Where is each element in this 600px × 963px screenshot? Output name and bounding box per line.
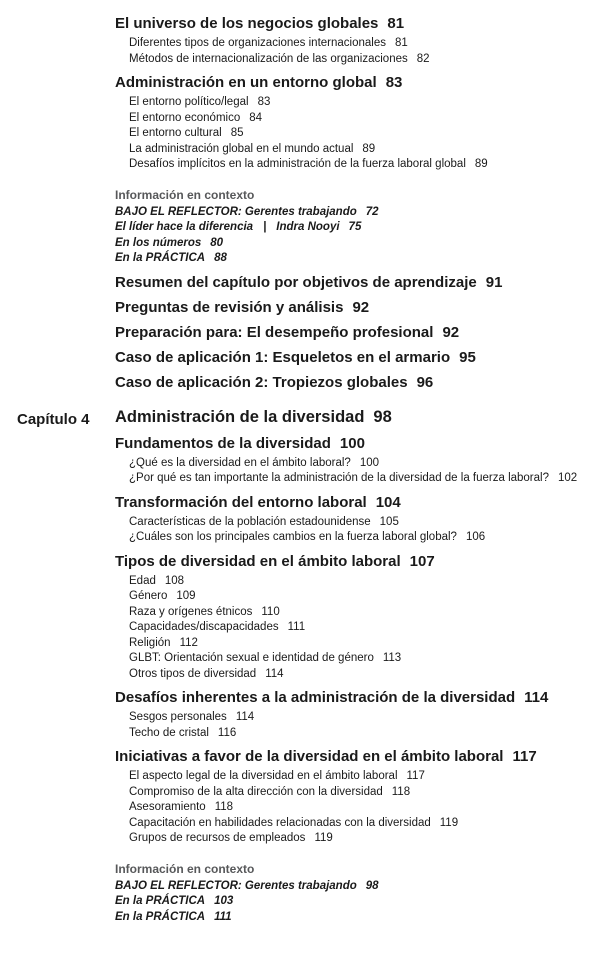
toc-row — [115, 574, 594, 590]
toc-row — [115, 126, 594, 142]
page-number: 98 — [373, 407, 392, 426]
toc-row — [115, 667, 594, 683]
toc-entry-title: Capacitación en habilidades relacionadas con la diversidad — [129, 816, 431, 829]
toc-entry-title: Información en contexto — [115, 187, 255, 202]
chapter-number-label: Capítulo 4 — [17, 410, 90, 428]
toc-entry-title: Desafíos implícitos en la administración de la fuerza laboral global — [129, 158, 466, 170]
toc-row — [115, 800, 594, 816]
toc-row — [115, 748, 594, 766]
toc-row — [115, 111, 594, 127]
toc-row — [115, 349, 594, 367]
page-number: 98 — [365, 879, 379, 892]
toc-row — [115, 374, 594, 392]
toc-entry-title: En la PRÁCTICA — [115, 895, 206, 907]
toc-entry-subtitle: Indra Nooyi — [276, 221, 340, 233]
toc-entry-title: Diferentes tipos de organizaciones internacionales — [129, 37, 386, 49]
toc-entry-title: Tipos de diversidad en el ámbito laboral — [115, 552, 401, 570]
toc-row — [115, 589, 594, 605]
page-number: 100 — [339, 434, 365, 452]
toc-row — [115, 710, 594, 726]
toc-row — [115, 530, 594, 546]
toc-entry-title: Caso de aplicación 2: Tropiezos globales — [115, 373, 408, 391]
toc-row — [115, 894, 594, 910]
page-number: 75 — [348, 221, 362, 233]
toc-entry-title: Preguntas de revisión y análisis — [115, 298, 344, 316]
toc-entry-title: Raza y orígenes étnicos — [129, 605, 253, 618]
page-number: 108 — [164, 574, 185, 587]
toc-entry-title: BAJO EL REFLECTOR: Gerentes trabajando — [115, 879, 357, 892]
toc-entry-title: En la PRÁCTICA — [115, 910, 206, 923]
toc-entry-title: Iniciativas a favor de la diversidad en el ámbito laboral — [115, 748, 504, 765]
toc-row — [115, 515, 594, 531]
page-number: 104 — [375, 493, 401, 511]
page-number: 89 — [362, 142, 376, 155]
toc-entry-title: Desafíos inherentes a la administración de la diversidad — [115, 689, 516, 706]
toc-row — [115, 910, 594, 926]
toc-entry-title: En los números — [115, 236, 202, 249]
page-number: 117 — [512, 748, 537, 765]
page-number: 110 — [261, 605, 280, 618]
toc-row — [115, 605, 594, 621]
toc-entry-title: La administración global en el mundo actual — [129, 142, 354, 155]
toc-row — [115, 831, 594, 847]
toc-entry-title: ¿Cuáles son los principales cambios en la fuerza laboral global? — [129, 531, 457, 543]
page-number: 102 — [558, 472, 578, 484]
page-number: 96 — [416, 373, 434, 391]
page-number: 100 — [359, 456, 380, 469]
toc-entry-title: Administración en un entorno global — [115, 74, 377, 91]
toc-row — [115, 52, 594, 68]
toc-row — [115, 636, 594, 652]
page-number: 117 — [406, 770, 425, 782]
toc-row — [115, 435, 594, 453]
toc-row — [115, 324, 594, 342]
page-number: 89 — [474, 158, 488, 170]
toc-entry-title: Techo de cristal — [129, 726, 209, 739]
page-number: 111 — [287, 621, 306, 633]
toc-row — [115, 95, 594, 111]
toc-entry-title: Administración de la diversidad — [115, 407, 365, 426]
page-number: 85 — [230, 127, 244, 139]
toc-entry-title: El aspecto legal de la diversidad en el ámbito laboral — [129, 770, 398, 782]
toc-row — [115, 651, 594, 667]
toc-row — [115, 471, 594, 487]
toc-entry-title: BAJO EL REFLECTOR: Gerentes trabajando — [115, 205, 357, 218]
toc-row — [115, 689, 594, 707]
page-number: 83 — [385, 74, 403, 91]
toc-row — [115, 494, 594, 512]
toc-row — [115, 187, 594, 203]
page-number: 88 — [214, 252, 227, 264]
toc-row — [115, 769, 594, 785]
page-number: 119 — [314, 832, 333, 844]
toc-row — [115, 879, 594, 895]
separator-bar: | — [263, 221, 267, 233]
toc-row — [115, 220, 594, 236]
toc-row — [115, 274, 594, 292]
toc-row — [115, 157, 594, 173]
page-number: 80 — [210, 236, 224, 249]
toc-row — [115, 142, 594, 158]
toc-row — [115, 251, 594, 267]
page-number: 112 — [179, 636, 198, 649]
page-number: 114 — [265, 667, 284, 680]
toc-entry-title: El entorno económico — [129, 111, 241, 124]
toc-entry-title: Métodos de internacionalización de las organizaciones — [129, 52, 408, 65]
page-number: 82 — [416, 52, 430, 65]
toc-row — [115, 456, 594, 472]
toc-row — [115, 74, 594, 92]
toc-entry-title: Caso de aplicación 1: Esqueletos en el armario — [115, 348, 451, 366]
toc-entry-title: El universo de los negocios globales — [115, 15, 379, 32]
toc-entry-title: Otros tipos de diversidad — [129, 667, 257, 680]
toc-entry-title: Grupos de recursos de empleados — [129, 832, 306, 844]
toc-row — [115, 299, 594, 317]
toc-entry-title: Información en contexto — [115, 861, 255, 876]
page-number: 95 — [459, 348, 476, 366]
toc-entry-title: Sesgos personales — [129, 711, 227, 723]
toc-row — [115, 861, 594, 877]
page-number: 111 — [214, 910, 232, 923]
page-number: 81 — [395, 37, 408, 49]
toc-entry-title: Resumen del capítulo por objetivos de aprendizaje — [115, 273, 477, 291]
page-number: 92 — [352, 298, 370, 316]
toc-entry-title: Compromiso de la alta dirección con la diversidad — [129, 785, 383, 798]
toc-row — [115, 205, 594, 221]
page-number: 91 — [485, 273, 503, 291]
page-number: 103 — [214, 895, 234, 907]
page-number: 116 — [217, 726, 237, 739]
toc-row — [115, 236, 594, 252]
toc-entry-title: En la PRÁCTICA — [115, 252, 206, 264]
toc-entry-title: Religión — [129, 636, 171, 649]
page-number: 72 — [365, 205, 379, 218]
toc-entry-title: Asesoramiento — [129, 801, 206, 813]
toc-entry-title: El líder hace la diferencia — [115, 221, 254, 233]
page-number: 113 — [382, 652, 402, 664]
toc-entry-title: Características de la población estadounidense — [129, 515, 371, 528]
page-number: 119 — [439, 816, 459, 829]
toc-row — [115, 785, 594, 801]
toc-entry-title: El entorno político/legal — [129, 96, 249, 108]
toc-entry-title: El entorno cultural — [129, 127, 222, 139]
toc-entry-title: Edad — [129, 574, 156, 587]
page-number: 92 — [442, 323, 460, 341]
toc-entry-title: Transformación del entorno laboral — [115, 493, 367, 511]
toc-entry-title: Género — [129, 590, 168, 602]
toc-entry-title: ¿Qué es la diversidad en el ámbito laboral? — [129, 456, 351, 469]
page-number: 83 — [257, 96, 271, 108]
page-number: 118 — [391, 785, 411, 798]
toc-entry-title: ¿Por qué es tan importante la administración de la diversidad de la fuerza laboral? — [129, 472, 549, 484]
page-number: 107 — [409, 552, 435, 570]
toc-chapter-row — [17, 407, 594, 428]
page-number: 106 — [465, 531, 486, 543]
toc-entry-title: GLBT: Orientación sexual e identidad de género — [129, 652, 374, 664]
toc-entry-title: Capacidades/discapacidades — [129, 621, 279, 633]
toc-entry-title: Preparación para: El desempeño profesional — [115, 323, 434, 341]
page-number: 81 — [387, 15, 405, 32]
page-number: 84 — [249, 111, 263, 124]
page-number: 105 — [379, 515, 399, 528]
page-number: 118 — [214, 801, 234, 813]
toc-row — [115, 553, 594, 571]
page-number: 114 — [235, 711, 255, 723]
toc-row — [115, 15, 594, 33]
toc-row — [115, 816, 594, 832]
toc-row — [115, 36, 594, 52]
page-number: 114 — [524, 689, 549, 706]
page-number: 109 — [176, 590, 196, 602]
toc-entry-title: Fundamentos de la diversidad — [115, 434, 331, 452]
toc-row — [115, 726, 594, 742]
toc-row — [115, 620, 594, 636]
